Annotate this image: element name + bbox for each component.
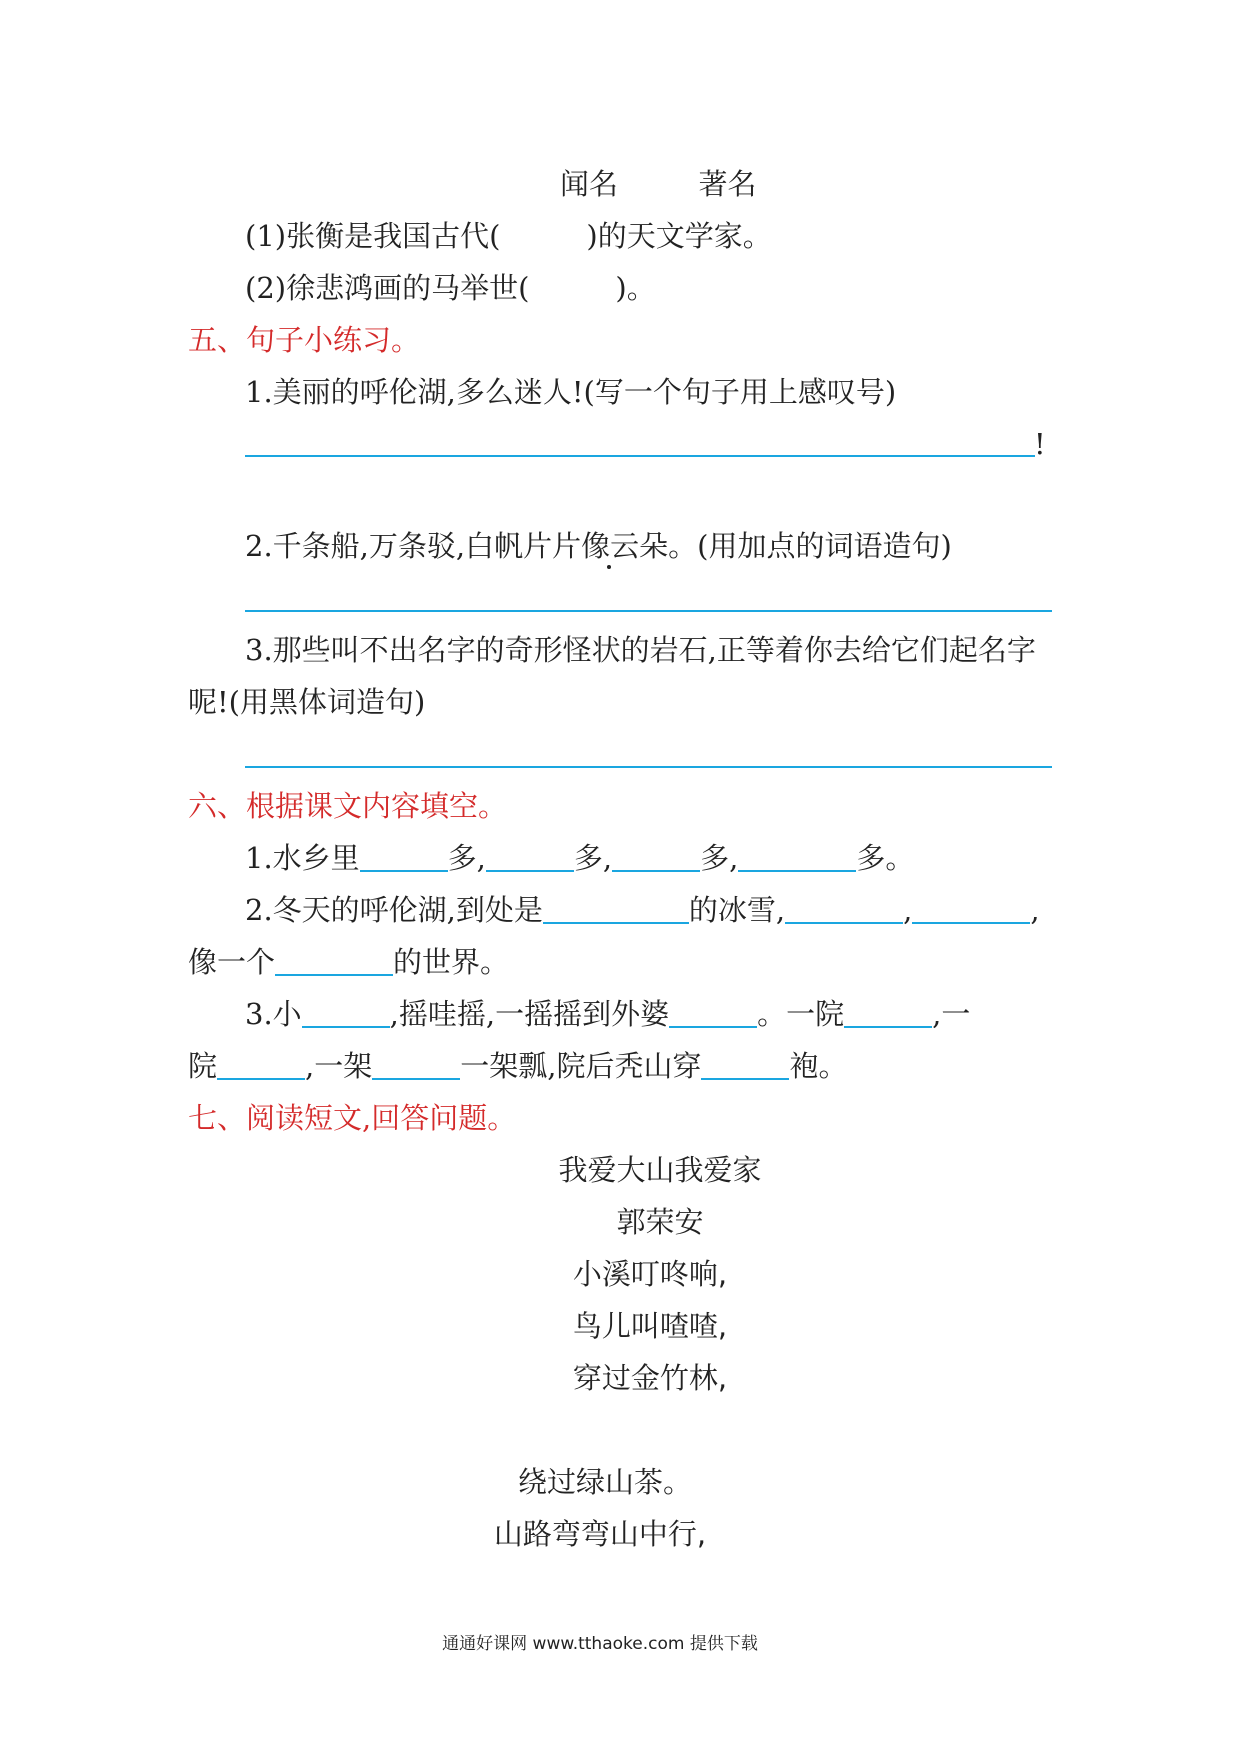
s5-q2-dotted-word: 像 <box>581 529 611 563</box>
s6-q3-line2 <box>188 1049 848 1083</box>
s5-q1-exclamation: ! <box>1034 427 1046 461</box>
section5-title: 五、句子小练习。 <box>188 323 421 357</box>
s5-q1-answer-line[interactable] <box>245 455 1035 457</box>
s6-q1-text-4: 多, <box>700 841 739 875</box>
poem-line-2: 鸟儿叫喳喳, <box>572 1309 728 1343</box>
s6-q1-text-3: 多, <box>573 841 613 875</box>
poem-line-4: 绕过绿山茶。 <box>517 1465 692 1499</box>
s5-q3-answer-line[interactable] <box>245 766 1052 768</box>
poem-line-3: 穿过金竹林, <box>572 1361 728 1395</box>
word-bank <box>560 167 757 201</box>
s6-q3-text-2: ,摇哇摇,一摇摇到外婆 <box>389 997 670 1031</box>
s6-q2-blank-3[interactable] <box>912 896 1030 924</box>
s6-q1-text-5: 多。 <box>856 841 915 875</box>
q4-sentence-1 <box>245 219 772 253</box>
s6-q3-blank-1[interactable] <box>302 1000 390 1028</box>
q4-s1-before: (1)张衡是我国古代( <box>245 219 501 253</box>
s6-q3-blank-5[interactable] <box>372 1052 460 1080</box>
emphasis-dot <box>607 565 611 569</box>
s6-q2-text-3: , <box>903 893 913 927</box>
s6-q2-text-2: 的冰雪, <box>688 893 786 927</box>
s5-q1-text: 1.美丽的呼伦湖,多么迷人!(写一个句子用上感叹号) <box>245 375 897 409</box>
q4-s1-after: )的天文学家。 <box>586 219 772 253</box>
s6-q2-text-5: 像一个 <box>188 945 276 979</box>
s6-q3-text-8: 袍。 <box>789 1049 848 1083</box>
s6-q2-line2 <box>188 945 510 979</box>
s5-q2-text <box>245 529 952 563</box>
poem-title: 我爱大山我爱家 <box>558 1153 762 1187</box>
s6-q1-blank-4[interactable] <box>738 844 856 872</box>
section7-title: 七、阅读短文,回答问题。 <box>188 1101 517 1135</box>
q4-sentence-2 <box>245 271 656 305</box>
s6-q2-text-4: , <box>1030 893 1040 927</box>
s6-q2-text-6: 的世界。 <box>393 945 510 979</box>
s6-q3-text-6: ,一架 <box>305 1049 373 1083</box>
s5-q3-line2: 呢!(用黑体词造句) <box>188 685 426 719</box>
footer-credit: 通通好课网 www.tthaoke.com 提供下载 <box>442 1634 758 1654</box>
s6-q3-text-5: 院 <box>188 1049 218 1083</box>
s6-q3-blank-2[interactable] <box>669 1000 757 1028</box>
s6-q3-blank-3[interactable] <box>844 1000 932 1028</box>
s6-q1-blank-1[interactable] <box>360 844 448 872</box>
s6-q2-line1 <box>245 893 1040 927</box>
word-option-1: 闻名 <box>560 167 619 201</box>
section6-title: 六、根据课文内容填空。 <box>188 789 508 823</box>
s6-q3-blank-4[interactable] <box>217 1052 305 1080</box>
q4-s2-before: (2)徐悲鸿画的马举世( <box>245 271 530 305</box>
s5-q3-line1: 3.那些叫不出名字的奇形怪状的岩石,正等着你去给它们起名字 <box>245 633 1036 667</box>
poem-line-1: 小溪叮咚响, <box>572 1257 728 1291</box>
q4-s2-after: )。 <box>615 271 656 305</box>
s6-q1-blank-3[interactable] <box>612 844 700 872</box>
s6-q2-blank-1[interactable] <box>543 896 689 924</box>
poem-author: 郭荣安 <box>616 1205 704 1239</box>
s6-q2-blank-4[interactable] <box>275 948 393 976</box>
s6-q3-line1 <box>245 997 971 1031</box>
s5-q2-part-c: 云朵。(用加点的词语造句) <box>610 529 952 563</box>
s6-q1-text-1: 1.水乡里 <box>245 841 360 875</box>
s6-q3-text-7: 一架瓢,院后秃山穿 <box>460 1049 702 1083</box>
s6-q2-blank-2[interactable] <box>785 896 903 924</box>
poem-line-5: 山路弯弯山中行, <box>493 1517 707 1551</box>
s6-q3-text-4: ,一 <box>932 997 971 1031</box>
word-option-2: 著名 <box>698 167 757 201</box>
s5-q2-part-a: 2.千条船,万条驳,白帆片片 <box>245 529 582 563</box>
s5-q2-answer-line[interactable] <box>245 610 1052 612</box>
s6-q1 <box>245 841 915 875</box>
s6-q3-text-3: 。一院 <box>757 997 845 1031</box>
s6-q2-text-1: 2.冬天的呼伦湖,到处是 <box>245 893 543 927</box>
s6-q1-blank-2[interactable] <box>486 844 574 872</box>
s6-q3-blank-6[interactable] <box>701 1052 789 1080</box>
s6-q1-text-2: 多, <box>447 841 486 875</box>
s6-q3-text-1: 3.小 <box>245 997 302 1031</box>
